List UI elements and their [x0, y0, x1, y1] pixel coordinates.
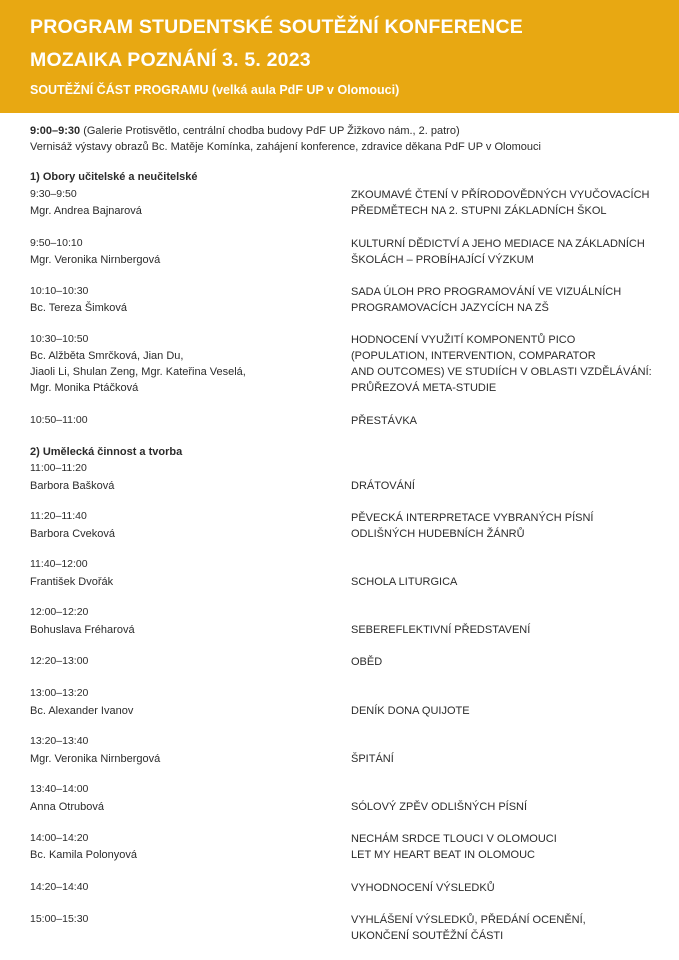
item-speaker: Bc. Tereza Šimková: [30, 302, 128, 314]
page-title-line1: PROGRAM STUDENTSKÉ SOUTĚŽNÍ KONFERENCE: [30, 16, 523, 38]
item-title: VYHODNOCENÍ VÝSLEDKŮ: [351, 882, 495, 894]
intro-line1: [30, 123, 460, 139]
header-banner: [0, 0, 679, 113]
item-title: SCHOLA LITURGICA: [351, 576, 458, 588]
item-time: 11:20–11:40: [30, 510, 87, 522]
item-title: SEBEREFLEKTIVNÍ PŘEDSTAVENÍ: [351, 624, 531, 636]
item-speaker: Anna Otrubová: [30, 801, 104, 813]
item-speaker: Jiaoli Li, Shulan Zeng, Mgr. Kateřina Veselá,: [30, 366, 246, 378]
item-speaker: Mgr. Monika Ptáčková: [30, 382, 139, 394]
page-subtitle: SOUTĚŽNÍ ČÁST PROGRAMU (velká aula PdF UP v Olomouci): [30, 83, 400, 97]
section-heading: 1) Obory učitelské a neučitelské: [30, 171, 198, 183]
item-time: 9:50–10:10: [30, 237, 83, 249]
item-title: OBĚD: [351, 656, 383, 668]
item-speaker: Barbora Bašková: [30, 480, 115, 492]
item-title: PŘESTÁVKA: [351, 415, 418, 427]
item-title: ŠPITÁNÍ: [351, 753, 394, 765]
item-time: 12:00–12:20: [30, 606, 89, 618]
item-speaker: Mgr. Andrea Bajnarová: [30, 205, 142, 217]
item-title: DENÍK DONA QUIJOTE: [351, 705, 470, 717]
item-title: HODNOCENÍ VYUŽITÍ KOMPONENTŮ PICO: [351, 334, 576, 346]
item-title: PRŮŘEZOVÁ META-STUDIE: [351, 382, 497, 394]
item-time: 13:00–13:20: [30, 687, 89, 699]
item-title: KULTURNÍ DĚDICTVÍ A JEHO MEDIACE NA ZÁKLADNÍCH: [351, 238, 645, 250]
item-time: 10:10–10:30: [30, 285, 89, 297]
item-speaker: Bc. Kamila Polonyová: [30, 849, 137, 861]
item-title: SÓLOVÝ ZPĚV ODLIŠNÝCH PÍSNÍ: [351, 801, 528, 813]
item-speaker: Mgr. Veronika Nirnbergová: [30, 753, 161, 765]
item-speaker: Bohuslava Fréharová: [30, 624, 135, 636]
item-title: LET MY HEART BEAT IN OLOMOUC: [351, 849, 535, 861]
item-speaker: Mgr. Veronika Nirnbergová: [30, 254, 161, 266]
intro-line2: Vernisáž výstavy obrazů Bc. Matěje Komínka, zahájení konference, zdravice děkana PdF UP v Olomouci: [30, 141, 541, 153]
item-title: PROGRAMOVACÍCH JAZYCÍCH NA ZŠ: [351, 302, 549, 314]
item-time: 10:50–11:00: [30, 414, 88, 426]
item-time: 11:00–11:20: [30, 462, 87, 474]
item-title: ZKOUMAVÉ ČTENÍ V PŘÍRODOVĚDNÝCH VYUČOVACÍCH: [351, 189, 650, 201]
item-title: ŠKOLÁCH – PROBÍHAJÍCÍ VÝZKUM: [351, 254, 534, 266]
item-title: VYHLÁŠENÍ VÝSLEDKŮ, PŘEDÁNÍ OCENĚNÍ,: [351, 914, 586, 926]
item-time: 14:20–14:40: [30, 881, 89, 893]
item-time: 15:00–15:30: [30, 913, 89, 925]
item-time: 11:40–12:00: [30, 558, 88, 570]
item-title: NECHÁM SRDCE TLOUCI V OLOMOUCI: [351, 833, 557, 845]
item-speaker: Bc. Alžběta Smrčková, Jian Du,: [30, 350, 184, 362]
item-title: SADA ÚLOH PRO PROGRAMOVÁNÍ VE VIZUÁLNÍCH: [351, 286, 622, 298]
item-speaker: František Dvořák: [30, 576, 114, 588]
item-title: AND OUTCOMES) VE STUDIÍCH V OBLASTI VZDĚLÁVÁNÍ:: [351, 366, 652, 378]
intro-place: (Galerie Protisvětlo, centrální chodba budovy PdF UP Žižkovo nám., 2. patro): [80, 125, 460, 137]
item-title: PŘEDMĚTECH NA 2. STUPNI ZÁKLADNÍCH ŠKOL: [351, 205, 607, 217]
item-time: 13:40–14:00: [30, 783, 89, 795]
item-title: DRÁTOVÁNÍ: [351, 480, 415, 492]
item-time: 12:20–13:00: [30, 655, 89, 667]
item-time: 13:20–13:40: [30, 735, 89, 747]
item-speaker: Bc. Alexander Ivanov: [30, 705, 134, 717]
intro-time: 9:00–9:30: [30, 125, 81, 137]
item-time: 14:00–14:20: [30, 832, 89, 844]
page-title-line2: MOZAIKA POZNÁNÍ 3. 5. 2023: [30, 49, 311, 71]
item-title: PĚVECKÁ INTERPRETACE VYBRANÝCH PÍSNÍ: [351, 512, 594, 524]
item-title: ODLIŠNÝCH HUDEBNÍCH ŽÁNRŮ: [351, 528, 525, 540]
item-time: 9:30–9:50: [30, 188, 77, 200]
section-heading: 2) Umělecká činnost a tvorba: [30, 446, 183, 458]
item-title: UKONČENÍ SOUTĚŽNÍ ČÁSTI: [351, 930, 504, 942]
item-time: 10:30–10:50: [30, 333, 89, 345]
item-title: (POPULATION, INTERVENTION, COMPARATOR: [351, 350, 596, 362]
item-speaker: Barbora Cveková: [30, 528, 115, 540]
